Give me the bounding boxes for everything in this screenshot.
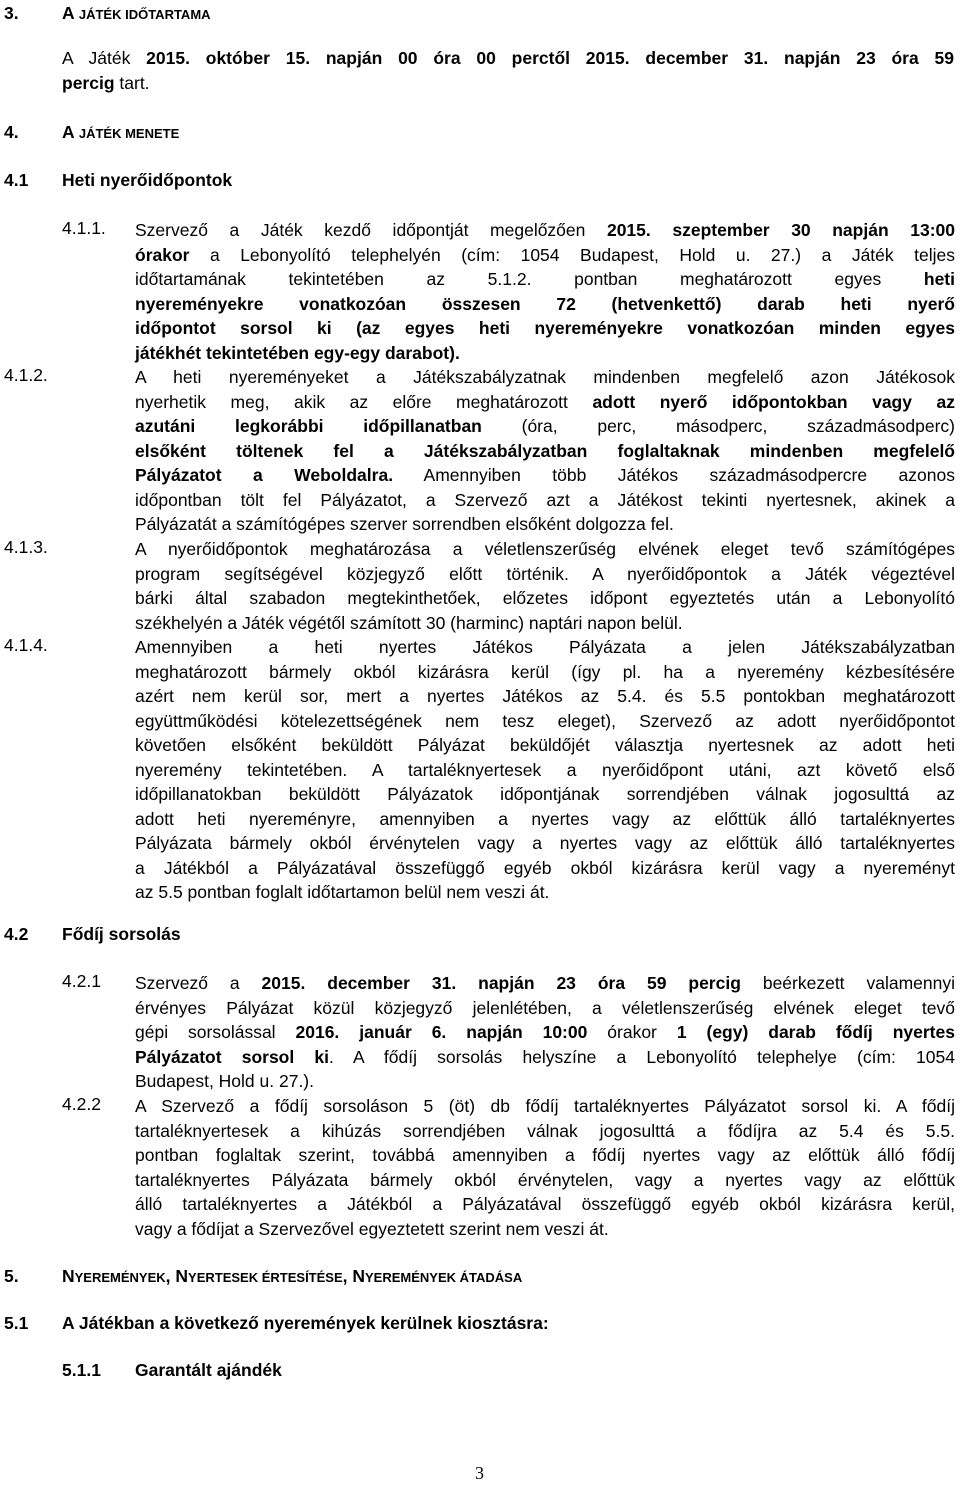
text-line: együttműködési kötelezettségének nem tesz eleget), Szervező az adott nyerőidőpontot [135, 710, 955, 731]
text-line: Pályázata bármely okból érvénytelen vagy a nyertes vagy az előttük álló tartaléknyertes [135, 833, 955, 853]
section-4-2-number: 4.2 [4, 924, 29, 944]
section-4-heading [4, 122, 180, 143]
text-line: bárki által szabadon megtekinthetőek, előzetes időpont egyeztetés után a Lebonyolító [135, 588, 955, 608]
text-line: érvényes Pályázat közül közjegyző jelenlétében, a véletlenszerűség elvének eleget tevő [135, 997, 955, 1018]
clause-4-1-4 [135, 635, 955, 905]
clause-4-1-3 [135, 537, 955, 635]
section-5-1-number: 5.1 [4, 1313, 29, 1333]
section-5-number: 5. [4, 1266, 19, 1286]
text-line: Budapest, Hold u. 27.). [135, 1071, 314, 1091]
text-line: időtartamának tekintetében az 5.1.2. pontban meghatározott egyes heti [135, 269, 955, 289]
section-4-1-heading [4, 170, 233, 191]
text-line: Pályázatot sorsol ki. A fődíj sorsolás helyszíne a Lebonyolító telephelye (cím: 1054 [135, 1046, 955, 1067]
text-line: Pályázatát a számítógépes szerver sorrendben elsőként dolgozza fel. [135, 514, 674, 534]
clause-4-1-2-number: 4.1.2. [4, 365, 48, 385]
text-line: székhelyén a Játék végétől számított 30 (harminc) naptári napon belül. [135, 612, 683, 633]
text-line: nyereményekre vonatkozóan összesen 72 (hetvenkettő) darab heti nyerő [135, 293, 955, 314]
section-3-title: A JÁTÉK IDŐTARTAMA [62, 3, 211, 23]
text-line: időpontban tölt fel Pályázatot, a Szervező azt a Játékost tekinti nyertesnek, akinek a [135, 489, 955, 510]
text-line: követően elsőként beküldött Pályázat beküldőjét választja nyertesnek az adott heti [135, 735, 955, 755]
text-line: A heti nyereményeket a Játékszabályzatnak mindenben megfelelő azon Játékosok [135, 367, 955, 387]
section-4-2-title: Fődíj sorsolás [62, 924, 181, 944]
text-line: nyerhetik meg, akik az előre meghatározott adott nyerő időpontokban vagy az [135, 391, 955, 412]
section-5-heading [4, 1266, 523, 1287]
page-number: 3 [475, 1463, 484, 1483]
section-4-1-number: 4.1 [4, 170, 29, 190]
section-3-heading [4, 3, 211, 24]
text-line: gépi sorsolással 2016. január 6. napján 10:00 órakor 1 (egy) darab fődíj nyertes [135, 1022, 955, 1042]
clause-4-2-1 [135, 971, 955, 1094]
text-line: A Szervező a fődíj sorsoláson 5 (öt) db fődíj tartaléknyertes Pályázatot sorsol ki. A fődíj [135, 1096, 955, 1116]
clause-4-1-3-number: 4.1.3. [4, 537, 48, 557]
text-line: pontban foglaltak szerint, továbbá amennyiben a fődíj nyertes vagy az előttük álló fődíj [135, 1145, 955, 1165]
text-line: nyeremény tekintetében. A tartaléknyertesek a nyerőidőpont utáni, azt követő első [135, 759, 955, 780]
section-5-1-1-number: 5.1.1 [62, 1360, 101, 1380]
text-line: azért nem kerül sor, mert a nyertes Játékos az 5.4. és 5.5 pontokban meghatározott [135, 686, 955, 706]
text-line: azutáni legkorábbi időpillanatban (óra, perc, másodperc, századmásodperc) [135, 416, 955, 436]
text-line: Szervező a Játék kezdő időpontját megelőzően 2015. szeptember 30 napján 13:00 [135, 220, 955, 240]
text-line: az 5.5 pontban foglalt időtartamon belül nem veszi át. [135, 882, 550, 902]
clause-4-1-1 [135, 218, 955, 365]
clause-4-1-1-number: 4.1.1. [62, 218, 106, 238]
clause-4-2-1-number: 4.2.1 [62, 971, 101, 991]
text-line: Amennyiben a heti nyertes Játékos Pályázata a jelen Játékszabályzatban [135, 637, 955, 657]
section-5-1-title: A Játékban a következő nyeremények kerülnek kiosztásra: [62, 1313, 549, 1333]
section-5-1-heading [4, 1313, 549, 1334]
clause-4-2-2-number: 4.2.2 [62, 1094, 101, 1114]
section-4-title: A JÁTÉK MENETE [62, 122, 180, 142]
text-line: adott heti nyereményre, amennyiben a nyertes vagy az előttük álló tartaléknyertes [135, 808, 955, 829]
section-4-number: 4. [4, 122, 19, 142]
section-4-2-heading [4, 924, 181, 945]
text-line: órakor a Lebonyolító telephelyén (cím: 1054 Budapest, Hold u. 27.) a Játék teljes [135, 244, 955, 265]
text-line: Pályázatot a Weboldalra. Amennyiben több Játékos századmásodpercre azonos [135, 465, 955, 485]
section-3-number: 3. [4, 3, 19, 23]
section-5-title: NYEREMÉNYEK, NYERTESEK ÉRTESÍTÉSE, NYEREMÉNYEK ÁTADÁSA [62, 1266, 523, 1286]
text-line: tartaléknyertes Pályázata bármely okból érvénytelen, vagy a nyertes vagy az előttük [135, 1169, 955, 1190]
section-3-line-1: A Játék 2015. október 15. napján 00 óra 00 perctől 2015. december 31. napján 23 óra 59 [62, 48, 954, 68]
clause-4-1-2 [135, 365, 955, 537]
text-line: program segítségével közjegyző előtt történik. A nyerőidőpontok a Játék végeztével [135, 563, 955, 584]
clause-4-2-2 [135, 1094, 955, 1241]
text-line: vagy a fődíjat a Szervezővel egyeztetett szerint nem veszi át. [135, 1218, 609, 1239]
section-3-text [62, 46, 954, 95]
text-line: időpontot sorsol ki (az egyes heti nyereményekre vonatkozóan minden egyes [135, 318, 955, 338]
text-line: meghatározott bármely okból kizárásra kerül (így pl. ha a nyeremény kézbesítésére [135, 661, 955, 682]
text-line: álló tartaléknyertes a Játékból a Pályázatával összefüggő egyéb okból kizárásra kerül, [135, 1194, 955, 1214]
section-5-1-1-title: Garantált ajándék [135, 1360, 282, 1380]
clause-4-1-4-number: 4.1.4. [4, 635, 48, 655]
text-line: Szervező a 2015. december 31. napján 23 óra 59 percig beérkezett valamennyi [135, 973, 955, 993]
section-3-line-2: percig tart. [62, 72, 150, 93]
text-line: játékhét tekintetében egy-egy darabot). [135, 342, 460, 363]
text-line: tartaléknyertesek a kihúzás sorrendjében válnak jogosulttá a fődíjra az 5.4 és 5.5. [135, 1120, 955, 1141]
text-line: elsőként töltenek fel a Játékszabályzatban foglaltaknak mindenben megfelelő [135, 440, 955, 461]
text-line: időpillanatokban beküldött Pályázatok időpontjának sorrendjében válnak jogosulttá az [135, 784, 955, 804]
section-5-1-1-heading [62, 1360, 282, 1381]
text-line: a Játékból a Pályázatával összefüggő egyéb okból kizárásra kerül vagy a nyereményt [135, 857, 955, 878]
text-line: A nyerőidőpontok meghatározása a véletlenszerűség elvének eleget tevő számítógépes [135, 539, 955, 559]
section-4-1-title: Heti nyerőidőpontok [62, 170, 233, 190]
